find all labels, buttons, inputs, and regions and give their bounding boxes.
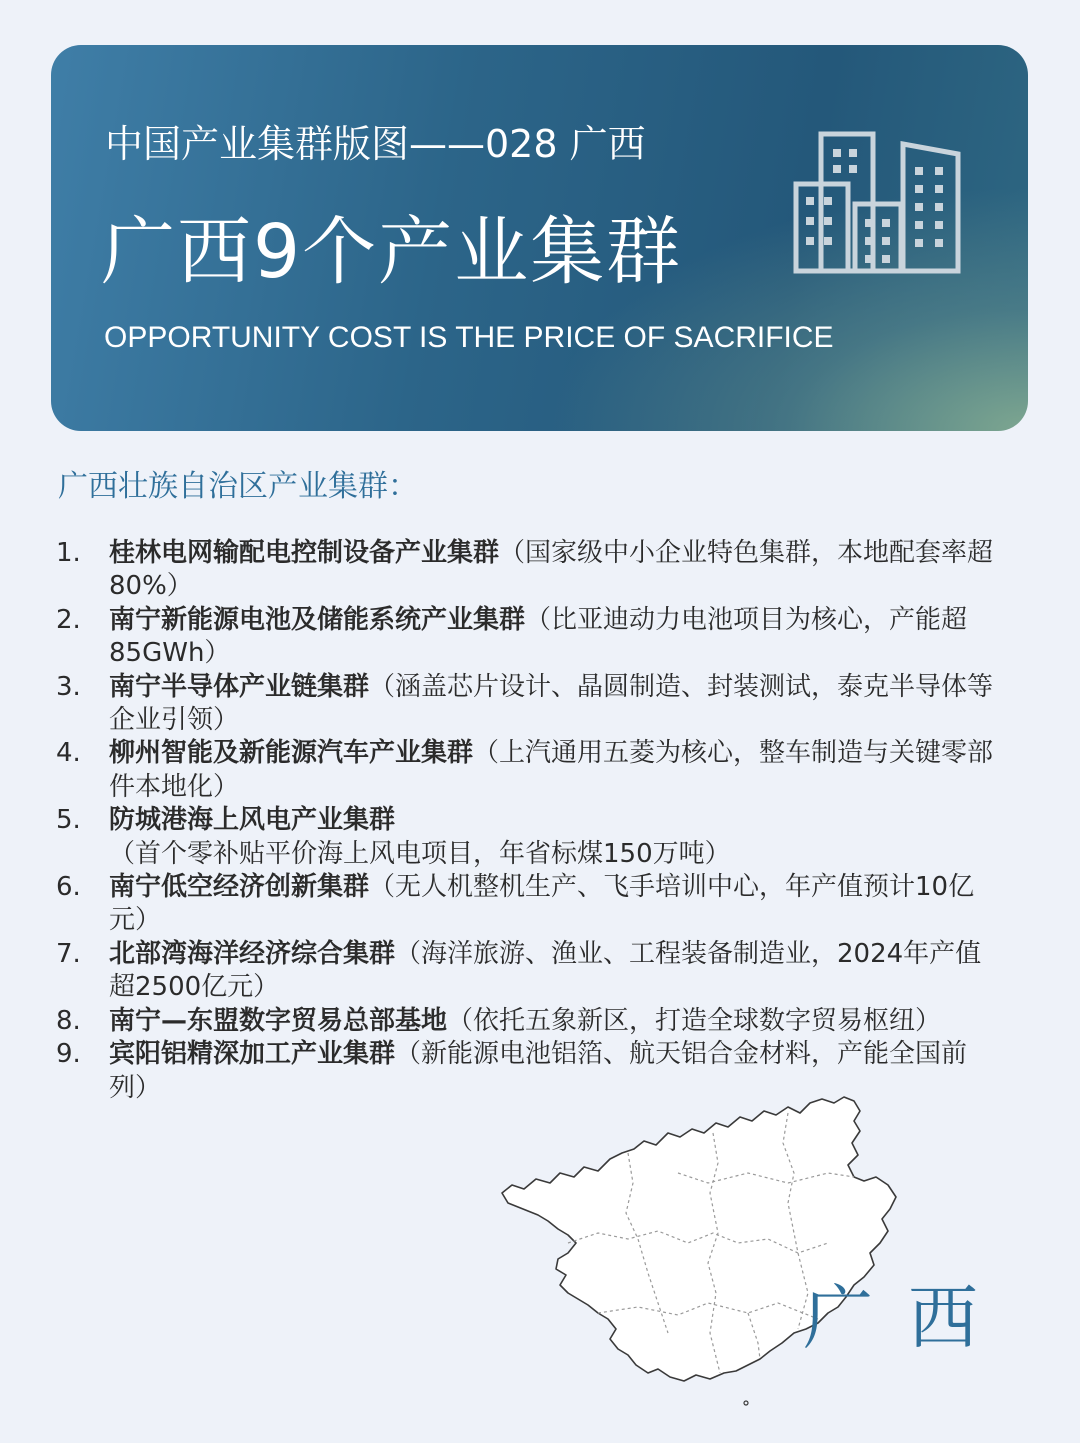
map-label-guang: 广 (803, 1277, 873, 1359)
item-detail: （海洋旅游、渔业、工程装备制造业，2024年产值超2500亿元） (109, 938, 982, 1003)
buildings-icon (793, 129, 963, 274)
item-number: 3. (56, 671, 81, 702)
list-item (56, 871, 1006, 938)
item-name: 南宁—东盟数字贸易总部基地 (109, 1005, 448, 1036)
list-item (56, 938, 1006, 1005)
item-detail: （无人机整机生产、飞手培训中心，年产值预计10亿元） (109, 872, 975, 936)
item-number: 6. (56, 872, 81, 903)
item-number: 2. (56, 604, 81, 635)
item-name: 南宁新能源电池及储能系统产业集群 (109, 604, 526, 635)
item-name: 南宁低空经济创新集群 (109, 872, 370, 903)
hero-title: 广西9个产业集群 (101, 209, 683, 295)
item-number: 8. (56, 1005, 81, 1036)
section-heading: 广西壮族自治区产业集群： (58, 469, 418, 504)
list-item (56, 671, 1006, 738)
list-item (56, 737, 1006, 804)
item-number: 7. (56, 938, 81, 969)
item-name: 南宁半导体产业链集群 (109, 671, 370, 702)
item-name: 宾阳铝精深加工产业集群 (109, 1039, 396, 1070)
item-detail: （国家级中小企业特色集群，本地配套率超80%） (109, 538, 994, 602)
hero-subtitle: 中国产业集群版图——028 广西 (105, 122, 646, 166)
item-detail: （涵盖芯片设计、晶圆制造、封装测试，泰克半导体等企业引领） (109, 671, 994, 736)
item-number: 9. (56, 1039, 81, 1070)
island-dot (744, 1401, 748, 1405)
item-detail: （新能源电池铝箔、航天铝合金材料，产能全国前列） (109, 1039, 968, 1103)
list-item (56, 604, 1006, 671)
cluster-list (56, 537, 1006, 1105)
item-name: 北部湾海洋经济综合集群 (109, 938, 396, 969)
item-detail: （依托五象新区，打造全球数字贸易枢纽） (447, 1005, 942, 1036)
list-item (56, 1005, 1006, 1038)
list-item (56, 804, 1006, 871)
item-detail: （首个零补贴平价海上风电项目，年省标煤150万吨） (109, 838, 731, 869)
item-detail: （比亚迪动力电池项目为核心，产能超85GWh） (109, 604, 968, 669)
item-detail: （上汽通用五菱为核心，整车制造与关键零部件本地化） (109, 738, 994, 802)
guangxi-map (498, 1093, 903, 1413)
hero-banner (51, 45, 1028, 431)
list-item (56, 537, 1006, 604)
map-label-xi: 西 (908, 1277, 978, 1359)
hero-tagline: OPPORTUNITY COST IS THE PRICE OF SACRIFICE (104, 321, 834, 354)
item-name: 柳州智能及新能源汽车产业集群 (109, 738, 474, 769)
item-name: 桂林电网输配电控制设备产业集群 (109, 538, 500, 568)
item-name: 防城港海上风电产业集群 (109, 805, 396, 836)
item-number: 1. (56, 538, 81, 568)
item-number: 4. (56, 738, 81, 769)
item-number: 5. (56, 805, 81, 836)
